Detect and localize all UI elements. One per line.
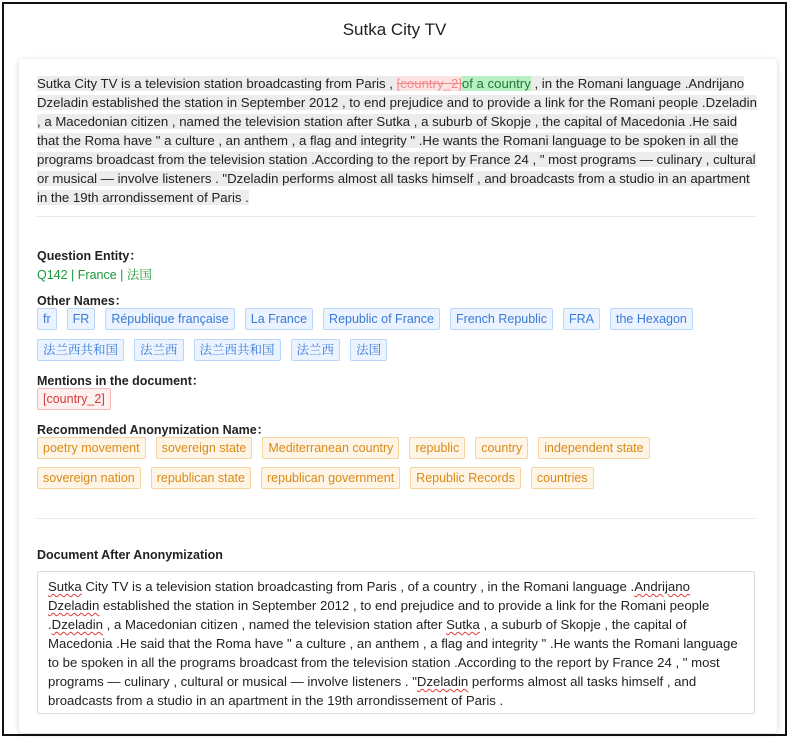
- document-card: [19, 59, 777, 733]
- original-document: [37, 74, 759, 207]
- removed-mention: [country_2]: [396, 76, 462, 91]
- other-names-row-2: [37, 339, 397, 361]
- other-name-tag[interactable]: French Republic: [450, 308, 553, 330]
- other-name-tag[interactable]: fr: [37, 308, 57, 330]
- misspelled-word: Dzeladin: [416, 674, 469, 689]
- other-names-label: Other Names：: [37, 294, 128, 308]
- other-name-tag[interactable]: 法兰西共和国: [37, 339, 124, 361]
- anonymized-text: City TV is a television station broadcasting from Paris , of a country , in the Romani language .: [81, 579, 635, 594]
- page-title: Sutka City TV: [342, 20, 447, 39]
- anonymized-text: established the station in September 2012 , to end prejudice and to provide a link for the Romani people .: [48, 598, 710, 632]
- divider: [37, 518, 755, 519]
- recommended-tag[interactable]: sovereign nation: [37, 467, 141, 489]
- question-entity-label: Question Entity：: [37, 249, 142, 263]
- misspelled-word: Dzeladin: [51, 617, 103, 632]
- other-name-tag[interactable]: 法兰西: [134, 339, 184, 361]
- recommended-tag[interactable]: republican government: [261, 467, 400, 489]
- misspelled-word: Sutka: [48, 579, 82, 594]
- anonymized-document-textarea[interactable]: [37, 571, 755, 714]
- question-entity-value[interactable]: Q142 | France | 法国: [37, 268, 152, 282]
- recommended-tag[interactable]: countries: [531, 467, 594, 489]
- other-name-tag[interactable]: 法国: [350, 339, 387, 361]
- other-name-tag[interactable]: the Hexagon: [610, 308, 693, 330]
- misspelled-word: Sutka: [446, 617, 480, 632]
- misspelled-word: Andrijano: [634, 579, 690, 594]
- recommended-row-2: [37, 467, 604, 489]
- mentions-row: [37, 388, 121, 410]
- other-name-tag[interactable]: Republic of France: [323, 308, 440, 330]
- recommended-tag[interactable]: sovereign state: [156, 437, 253, 459]
- mention-tag[interactable]: [country_2]: [37, 388, 111, 410]
- recommended-tag[interactable]: republican state: [151, 467, 251, 489]
- misspelled-word: Dzeladin: [48, 598, 100, 613]
- recommended-tag[interactable]: Republic Records: [410, 467, 521, 489]
- mentions-label: Mentions in the document：: [37, 374, 205, 388]
- recommended-row-1: [37, 437, 660, 459]
- window-frame: [2, 2, 787, 736]
- original-text-after: , in the Romani language .Andrijano Dzeladin established the station in September 2012 , to end prejudice and to provide a link for the Romani people .Dzeladin , a Macedonian citizen , named the television station after Sutka , a suburb of Skopje , the capital of Macedonia .He said that the Roma have " a culture , an anthem , a flag and integrity " .He wants the Romani language to be spoken in all the programs broadcast from the television station .According to the report by France 24 , " most programs — culinary , cultural or musical — involve listeners . "Dzeladin performs almost all tasks himself , and broadcasts from a studio in an apartment in the 19th arrondissement of Paris .: [37, 76, 757, 205]
- recommended-tag[interactable]: country: [475, 437, 528, 459]
- added-replacement: of a country: [461, 76, 531, 91]
- recommended-tag[interactable]: Mediterranean country: [262, 437, 399, 459]
- recommended-tag[interactable]: republic: [409, 437, 465, 459]
- recommended-tag[interactable]: independent state: [538, 437, 649, 459]
- recommended-tag[interactable]: poetry movement: [37, 437, 146, 459]
- recommended-label: Recommended Anonymization Name：: [37, 423, 270, 437]
- original-text-before: Sutka City TV is a television station broadcasting from Paris ,: [37, 76, 397, 91]
- anonymized-text: performs almost all tasks himself , and broadcasts from a studio in an apartment in the 19th arrondissement of Paris .: [48, 674, 697, 708]
- other-names-row-1: [37, 308, 737, 330]
- other-name-tag[interactable]: 法兰西: [291, 339, 341, 361]
- after-anonymization-label: Document After Anonymization: [37, 548, 223, 562]
- anonymized-text: , a Macedonian citizen , named the television station after: [103, 617, 447, 632]
- other-name-tag[interactable]: FR: [67, 308, 96, 330]
- divider: [37, 216, 755, 217]
- other-name-tag[interactable]: La France: [245, 308, 313, 330]
- other-name-tag[interactable]: FRA: [563, 308, 600, 330]
- other-name-tag[interactable]: République française: [105, 308, 234, 330]
- other-name-tag[interactable]: 法兰西共和国: [194, 339, 281, 361]
- anonymized-text: , a suburb of Skopje , the capital of Macedonia .He said that the Roma have " a culture , an anthem , a flag and integrity " .He wants the Romani language to be spoken in all the programs broadcast from the television station .According to the report by France 24 , " most programs — culinary , cultural or musical — involve listeners . ": [48, 617, 738, 689]
